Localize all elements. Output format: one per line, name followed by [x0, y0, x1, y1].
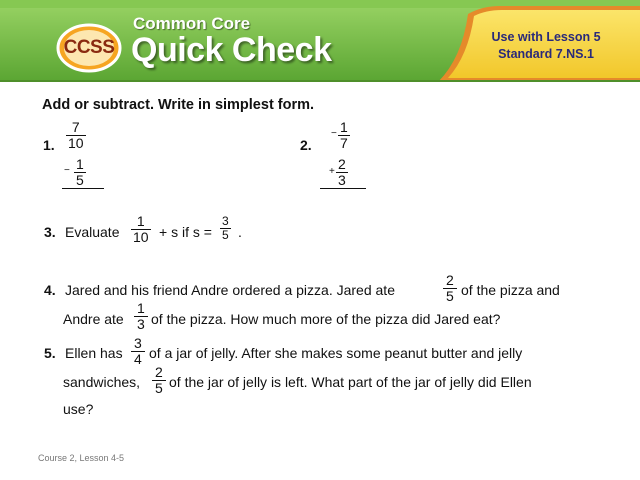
problem5-fraction-left-denominator: 5 — [152, 380, 166, 396]
problem3-number: 3. — [44, 224, 56, 240]
problem4-line2-text-b: of the pizza. How much more of the pizza did Jared eat? — [151, 311, 501, 327]
problem5-fraction-left-numerator: 2 — [155, 364, 163, 380]
product-title: Quick Check — [131, 31, 332, 69]
ccss-logo-text: CCSS — [63, 37, 115, 58]
problem5-line3-text: use? — [63, 401, 94, 417]
problem2-top-sign: − — [331, 128, 337, 139]
problem3-text-condition: + s if s = — [159, 224, 212, 240]
problem1-top-numerator: 7 — [71, 119, 80, 135]
problem5-fraction-left — [152, 365, 166, 396]
problem5-fraction-has-denominator: 4 — [131, 351, 145, 367]
problem2-bottom-fraction — [336, 157, 348, 188]
problem2-operator: + — [329, 166, 335, 177]
problem2-top-denominator: 7 — [340, 135, 348, 151]
problem3-fraction-2-numerator: 3 — [222, 214, 229, 228]
problem5-line1-text-a: Ellen has — [65, 345, 123, 361]
footer-course-lesson: Course 2, Lesson 4-5 — [38, 453, 125, 463]
standard-line: Standard 7.NS.1 — [498, 47, 594, 61]
problem1-top-fraction — [66, 120, 86, 151]
problem3-fraction-1-numerator: 1 — [136, 213, 145, 229]
problem5-line1-text-b: of a jar of jelly. After she makes some peanut butter and jelly — [149, 345, 523, 361]
problem2-bottom-numerator: 2 — [338, 156, 346, 172]
problem2-number: 2. — [300, 137, 312, 153]
problem3-fraction-2-denominator: 5 — [222, 228, 229, 242]
problem4-line1-text-a: Jared and his friend Andre ordered a pizza. Jared ate — [65, 282, 395, 298]
problem4-fraction-andre-denominator: 3 — [134, 316, 148, 332]
problem2-bottom-denominator: 3 — [338, 172, 346, 188]
problem1-answer-rule — [62, 188, 104, 189]
problem4-line2-text-a: Andre ate — [63, 311, 124, 327]
problem5-fraction-has — [131, 336, 145, 367]
problem5-number: 5. — [44, 345, 56, 361]
ccss-logo — [56, 23, 122, 73]
problem2-top-fraction — [338, 120, 350, 151]
problem1-number: 1. — [43, 137, 55, 153]
lesson-info — [466, 29, 626, 63]
problem4-fraction-andre-numerator: 1 — [137, 300, 145, 316]
problem3-text-evaluate: Evaluate — [65, 224, 120, 240]
lesson-line: Use with Lesson 5 — [491, 30, 601, 44]
problem3-fraction-2 — [220, 215, 231, 242]
problem3-period: . — [238, 224, 242, 240]
problem5-fraction-has-numerator: 3 — [134, 335, 142, 351]
problem5-line2-text-b: of the jar of jelly is left. What part of the jar of jelly did Ellen — [169, 374, 532, 390]
problem4-fraction-jared-denominator: 5 — [443, 288, 457, 304]
problem1-bottom-fraction — [74, 157, 86, 188]
header-banner — [0, 0, 640, 82]
problem1-bottom-denominator: 5 — [76, 172, 84, 188]
problem4-fraction-andre — [134, 301, 148, 332]
problem4-fraction-jared — [443, 273, 457, 304]
brand-line: Common Core — [133, 14, 251, 33]
problem4-number: 4. — [44, 282, 56, 298]
problem4-line1-text-b: of the pizza and — [461, 282, 560, 298]
problem1-bottom-numerator: 1 — [76, 156, 84, 172]
problem3-fraction-1 — [131, 214, 151, 245]
problem1-operator: − — [64, 165, 70, 176]
problem2-top-numerator: 1 — [340, 119, 348, 135]
problem1-top-denominator: 10 — [68, 135, 84, 151]
problem5-line2-text-a: sandwiches, — [63, 374, 141, 390]
problem3-fraction-1-denominator: 10 — [133, 229, 149, 245]
problem4-fraction-jared-numerator: 2 — [446, 272, 454, 288]
instructions: Add or subtract. Write in simplest form. — [42, 97, 315, 113]
problem2-answer-rule — [320, 188, 366, 189]
